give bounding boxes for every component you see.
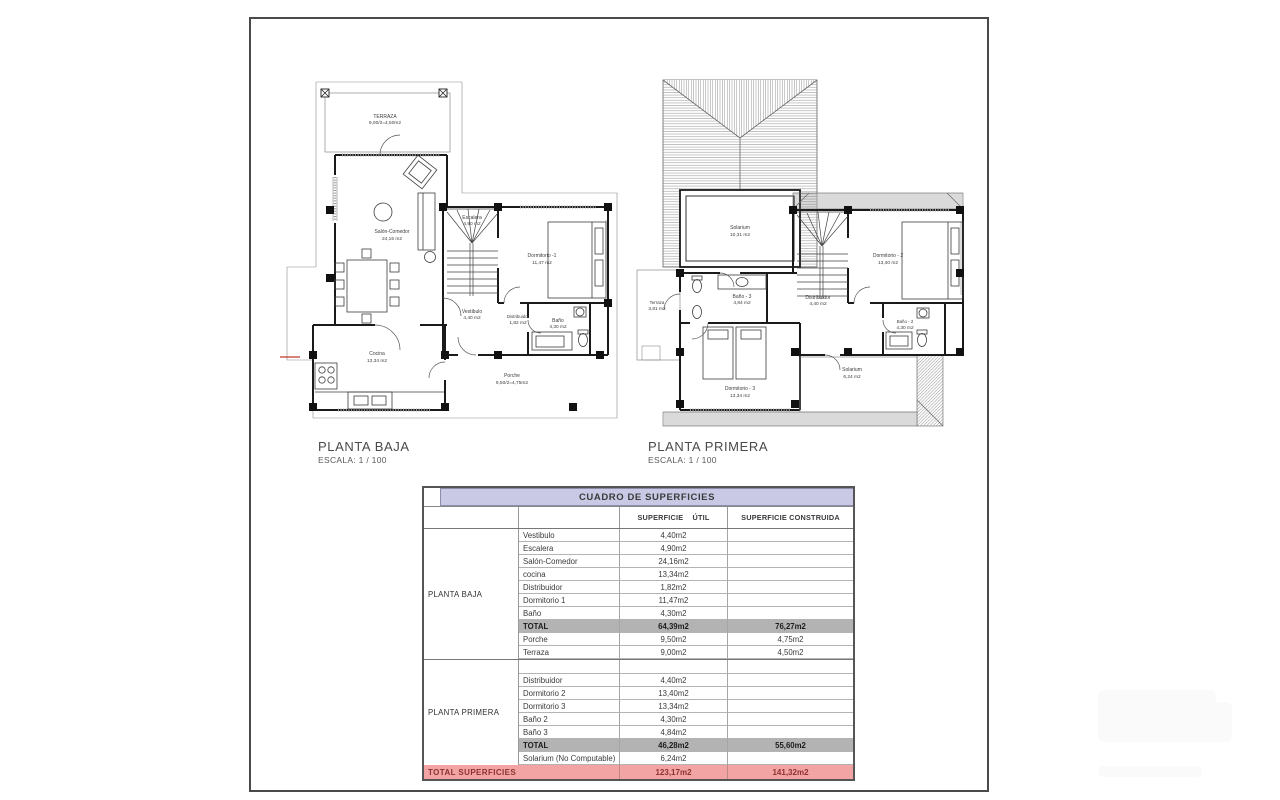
header-cell-group <box>424 507 519 528</box>
room-label: Solarium <box>730 225 750 231</box>
bed-dormitorio2 <box>902 222 963 299</box>
room-label: Baño - 2 <box>896 319 914 324</box>
table-header-row <box>424 506 853 528</box>
room-cell: cocina <box>519 568 620 581</box>
room-cell: Baño 3 <box>519 726 620 739</box>
plan-scale: ESCALA: 1 / 100 <box>648 455 717 465</box>
room-label: Escalera <box>462 215 482 221</box>
constr-cell: 55,60m2 <box>728 739 853 752</box>
room-label: Baño - 3 <box>732 294 752 300</box>
util-cell: 13,34m2 <box>620 568 728 581</box>
watermark <box>1160 702 1232 742</box>
room-cell <box>519 660 620 674</box>
planta-baja-drawing <box>280 60 620 440</box>
plan-title: PLANTA PRIMERA <box>648 439 769 454</box>
room-area: 24,16 m2 <box>381 237 403 242</box>
room-area: 6,24 m2 <box>843 375 861 380</box>
columns <box>309 89 612 411</box>
room-label: Dormitorio - 2 <box>872 253 904 259</box>
room-cell: Dormitorio 2 <box>519 687 620 700</box>
room-cell: TOTAL <box>519 739 620 752</box>
room-cell: Porche <box>519 633 620 646</box>
table-section <box>424 528 853 659</box>
room-cell: Salón-Comedor <box>519 555 620 568</box>
cocina-fixtures <box>315 363 445 409</box>
room-cell: Solarium (No Computable) <box>519 752 620 765</box>
header-cell-construida: SUPERFICIE CONSTRUIDA <box>741 513 840 522</box>
room-label: Salón-Comedor <box>374 229 410 235</box>
grand-total-label: TOTAL SUPERFICIES <box>424 765 620 779</box>
room-cell: Terraza <box>519 646 620 659</box>
room-area: 4,30 m2 <box>549 325 567 330</box>
room-label: Distribuidor <box>805 295 831 301</box>
constr-cell: 4,75m2 <box>728 633 853 646</box>
surface-table-body <box>424 528 853 765</box>
site-outline <box>287 82 617 418</box>
util-cell: 46,28m2 <box>620 739 728 752</box>
room-label: Dormitorio - 3 <box>724 386 756 392</box>
surface-table <box>422 486 855 781</box>
util-cell: 4,30m2 <box>620 607 728 620</box>
beds-dormitorio3 <box>703 327 766 379</box>
room-label: Cocina <box>369 351 385 357</box>
planta-baja-title-block <box>318 440 410 465</box>
room-label: Solarium <box>842 367 862 373</box>
roof-band-bottom <box>663 355 943 426</box>
door-arcs <box>375 135 541 378</box>
constr-cell: 76,27m2 <box>728 620 853 633</box>
constr-cell <box>728 713 853 726</box>
room-label: Distribuidor <box>506 314 530 319</box>
plan-scale: ESCALA: 1 / 100 <box>318 455 387 465</box>
constr-cell <box>728 529 853 542</box>
room-cell: Baño <box>519 607 620 620</box>
room-area: 4,40 m2 <box>463 316 481 321</box>
room-area: 9,00/2=4,50m2 <box>368 121 402 126</box>
util-cell: 4,30m2 <box>620 713 728 726</box>
room-area: 4,30 m2 <box>896 326 914 331</box>
grand-total-constr: 141,32m2 <box>772 767 809 777</box>
plan-title: PLANTA BAJA <box>318 439 410 454</box>
room-cell: Distribuidor <box>519 674 620 687</box>
room-area: 13,34 m2 <box>366 359 388 364</box>
room-cell: Vestibulo <box>519 529 620 542</box>
room-label: Baño <box>552 318 564 324</box>
room-label: Dormitorio -1 <box>527 253 557 259</box>
room-cell: Escalera <box>519 542 620 555</box>
solarium-lower <box>800 357 917 412</box>
room-label: Porche <box>504 373 520 379</box>
constr-cell <box>728 726 853 739</box>
room-area: 11,47 m2 <box>532 261 552 266</box>
bed-dormitorio1 <box>548 222 606 298</box>
table-title: CUADRO DE SUPERFICIES <box>440 488 853 506</box>
watermark <box>1098 766 1202 777</box>
header-cell-room <box>519 507 620 528</box>
room-area: 4,40 m2 <box>809 302 827 307</box>
room-cell: Baño 2 <box>519 713 620 726</box>
constr-cell <box>728 700 853 713</box>
roof-strip-top <box>793 193 963 209</box>
grand-total-util: 123,17m2 <box>620 765 728 779</box>
header-cell-util: SUPERFICIE ÚTIL <box>620 507 728 528</box>
room-area: 10,31 m2 <box>729 233 751 238</box>
grand-total-row <box>424 765 853 779</box>
room-label: TERRAZA <box>373 114 397 120</box>
room-area: 4,90 m2 <box>463 222 481 227</box>
room-area: 4,84 m2 <box>733 301 751 306</box>
constr-cell <box>728 594 853 607</box>
bano3-fixtures <box>692 275 766 319</box>
util-cell: 4,84m2 <box>620 726 728 739</box>
util-cell: 4,90m2 <box>620 542 728 555</box>
room-area: 13,40 m2 <box>877 261 899 266</box>
constr-cell <box>728 660 853 674</box>
constr-cell <box>728 607 853 620</box>
room-cell: Dormitorio 3 <box>519 700 620 713</box>
room-area: 3,81 m2 <box>648 307 666 312</box>
constr-cell <box>728 555 853 568</box>
util-cell: 24,16m2 <box>620 555 728 568</box>
terraza-protrusion <box>637 270 680 360</box>
table-section <box>424 659 853 765</box>
util-cell: 9,00m2 <box>620 646 728 659</box>
constr-cell <box>728 568 853 581</box>
room-area: 13,34 m2 <box>729 394 751 399</box>
constr-cell <box>728 581 853 594</box>
util-cell: 11,47m2 <box>620 594 728 607</box>
util-cell: 13,34m2 <box>620 700 728 713</box>
room-label: Vestibulo <box>461 309 483 315</box>
room-area: 9,50/2=4,75m2 <box>495 381 529 386</box>
room-area: 1,82 m2 <box>509 321 527 326</box>
room-cell: Distribuidor <box>519 581 620 594</box>
group-label-cell: PLANTA BAJA <box>424 529 519 659</box>
util-cell: 9,50m2 <box>620 633 728 646</box>
group-label-cell: PLANTA PRIMERA <box>424 660 519 765</box>
util-cell <box>620 660 728 674</box>
util-cell: 64,39m2 <box>620 620 728 633</box>
util-cell: 1,82m2 <box>620 581 728 594</box>
util-cell: 13,40m2 <box>620 687 728 700</box>
constr-cell <box>728 687 853 700</box>
util-cell: 4,40m2 <box>620 674 728 687</box>
constr-cell <box>728 674 853 687</box>
room-cell: TOTAL <box>519 620 620 633</box>
constr-cell: 4,50m2 <box>728 646 853 659</box>
util-cell: 4,40m2 <box>620 529 728 542</box>
constr-cell <box>728 542 853 555</box>
planta-primera-title-block <box>648 440 768 465</box>
planta-primera-drawing <box>630 60 990 440</box>
constr-cell <box>728 752 853 765</box>
room-cell: Dormitorio 1 <box>519 594 620 607</box>
room-label: Terraza <box>649 300 665 305</box>
util-cell: 6,24m2 <box>620 752 728 765</box>
